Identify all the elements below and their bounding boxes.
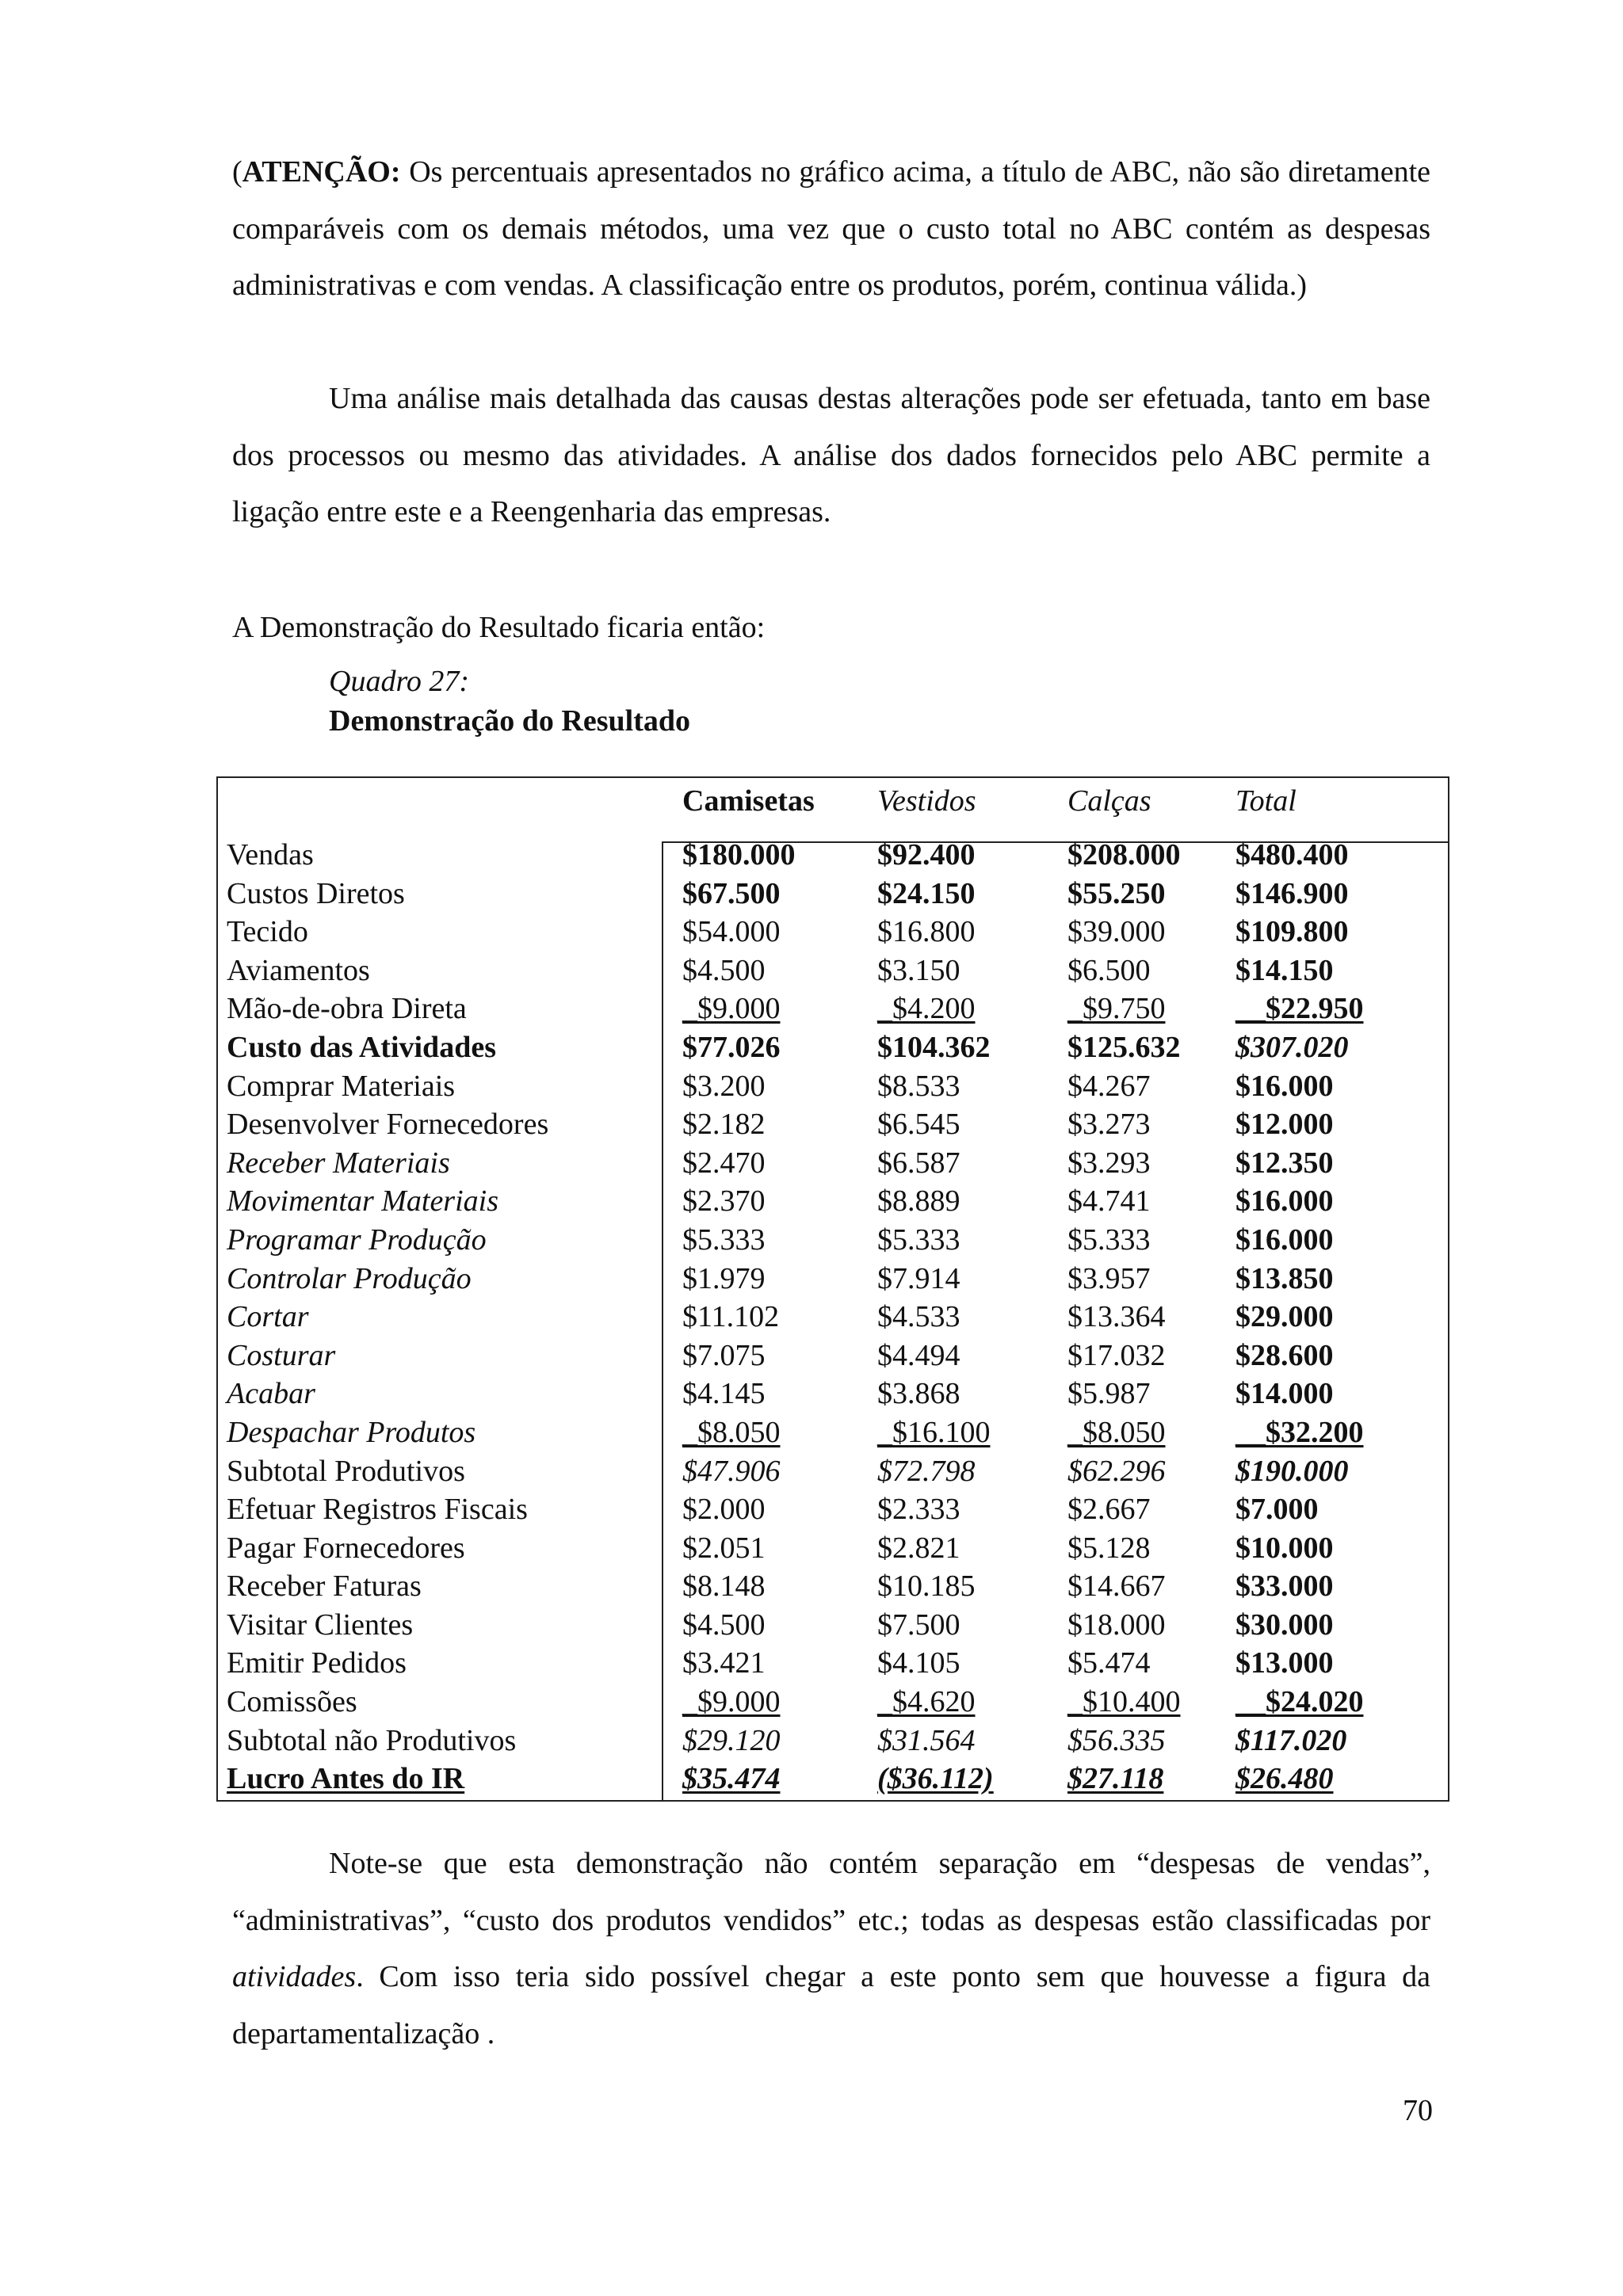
cell-camisetas: _$8.050 — [682, 1415, 781, 1449]
cell-calcas: $125.632 — [1067, 1030, 1181, 1064]
table-row — [0, 1105, 1623, 1144]
cell-calcas: $62.296 — [1067, 1454, 1166, 1488]
table-row — [0, 1722, 1623, 1760]
row-label: Controlar Produção — [227, 1261, 472, 1295]
note-paragraph — [232, 1836, 1430, 2062]
cell-calcas: $27.118 — [1067, 1762, 1164, 1796]
table-row — [0, 1298, 1623, 1337]
cell-vestidos: _$4.620 — [877, 1685, 976, 1719]
row-label: Receber Materiais — [227, 1146, 450, 1180]
cell-vestidos: $2.821 — [877, 1531, 960, 1565]
cell-camisetas: $54.000 — [682, 915, 781, 949]
cell-total: $14.150 — [1235, 953, 1334, 987]
attention-text: Os percentuais apresentados no gráfico acima, a título de ABC, não são diretamente comparáveis com os demais métodos, uma vez que o custo total no ABC contém as despesas administrativas e com vendas. A classificação entre os produtos, porém, continua válida.) — [232, 155, 1430, 302]
row-label: Subtotal não Produtivos — [227, 1723, 517, 1757]
cell-vestidos: $2.333 — [877, 1493, 960, 1527]
cell-camisetas: $47.906 — [682, 1454, 781, 1488]
cell-calcas: _$10.400 — [1067, 1685, 1181, 1719]
analysis-paragraph: Uma análise mais detalhada das causas destas alterações pode ser efetuada, tanto em base dos processos ou mesmo das atividades. A análise dos dados fornecidos pelo ABC permite a ligação entre este e a Reengenharia das empresas. — [232, 382, 1430, 528]
cell-total: __$32.200 — [1235, 1415, 1364, 1449]
table-row — [0, 1337, 1623, 1375]
table-row — [0, 1067, 1623, 1106]
cell-vestidos: $16.800 — [877, 915, 976, 949]
cell-vestidos: $6.545 — [877, 1108, 960, 1142]
row-label: Comprar Materiais — [227, 1069, 456, 1103]
row-label: Costurar — [227, 1338, 336, 1372]
row-label: Aviamentos — [227, 953, 370, 987]
cell-calcas: $6.500 — [1067, 953, 1151, 987]
table-row — [0, 1221, 1623, 1260]
table-row — [0, 913, 1623, 952]
quadro-title: Demonstração do Resultado — [329, 704, 690, 738]
cell-camisetas: $4.500 — [682, 1608, 766, 1642]
cell-camisetas: $7.075 — [682, 1338, 766, 1372]
table-row — [0, 1413, 1623, 1452]
cell-calcas: $18.000 — [1067, 1608, 1166, 1642]
cell-total: $16.000 — [1235, 1069, 1334, 1103]
cell-vestidos: $104.362 — [877, 1030, 991, 1064]
cell-vestidos: $5.333 — [877, 1222, 960, 1257]
row-label: Emitir Pedidos — [227, 1646, 407, 1680]
header-vestidos: Vestidos — [877, 784, 976, 818]
table-row — [0, 875, 1623, 913]
header-total: Total — [1235, 784, 1296, 818]
note-text-before: Note-se que esta demonstração não contém separação em “despesas de vendas”, “administrativas”, “custo dos produtos vendidos” etc.; todas as despesas estão classificadas por — [232, 1847, 1430, 1937]
cell-vestidos: $4.105 — [877, 1646, 960, 1680]
row-label: Visitar Clientes — [227, 1608, 414, 1642]
attention-paragraph: (ATENÇÃO: Os percentuais apresentados no gráfico acima, a título de ABC, não são diretamente comparáveis com os demais métodos, uma vez que o custo total no ABC contém as despesas administrativas e com vendas. A classificação entre os produtos, porém, continua válida.) — [232, 155, 1430, 302]
cell-calcas: $13.364 — [1067, 1300, 1166, 1334]
cell-vestidos: $31.564 — [877, 1723, 976, 1757]
cell-total: $10.000 — [1235, 1531, 1334, 1565]
row-label: Tecido — [227, 915, 308, 949]
cell-vestidos: _$16.100 — [877, 1415, 991, 1449]
table-row — [0, 1182, 1623, 1221]
cell-calcas: $39.000 — [1067, 915, 1166, 949]
cell-vestidos: $24.150 — [877, 876, 976, 910]
table-row — [0, 1144, 1623, 1183]
row-label: Subtotal Produtivos — [227, 1454, 465, 1488]
row-label: Movimentar Materiais — [227, 1184, 499, 1219]
table-body — [0, 836, 1623, 1798]
table-row — [0, 1760, 1623, 1798]
cell-vestidos: $3.150 — [877, 953, 960, 987]
cell-total: $26.480 — [1235, 1762, 1334, 1796]
table-row — [0, 1644, 1623, 1683]
cell-total: $307.020 — [1235, 1030, 1349, 1064]
table-row — [0, 1606, 1623, 1645]
row-label: Comissões — [227, 1685, 357, 1719]
cell-total: $30.000 — [1235, 1608, 1334, 1642]
note-italic: atividades — [232, 1960, 357, 1993]
cell-camisetas: $2.051 — [682, 1531, 766, 1565]
row-label: Lucro Antes do IR — [227, 1762, 465, 1796]
cell-vestidos: $4.533 — [877, 1300, 960, 1334]
page-number: 70 — [1403, 2094, 1433, 2127]
cell-camisetas: $5.333 — [682, 1222, 766, 1257]
cell-camisetas: $8.148 — [682, 1569, 766, 1604]
intro-line: A Demonstração do Resultado ficaria então: — [232, 611, 766, 644]
cell-total: $146.900 — [1235, 876, 1349, 910]
cell-total: $109.800 — [1235, 915, 1349, 949]
cell-total: __$22.950 — [1235, 992, 1364, 1026]
cell-calcas: $208.000 — [1067, 838, 1181, 871]
cell-total: $33.000 — [1235, 1569, 1334, 1604]
cell-vestidos: ($36.112) — [877, 1762, 994, 1796]
cell-total: $16.000 — [1235, 1184, 1334, 1219]
row-label: Programar Produção — [227, 1222, 487, 1257]
row-label: Despachar Produtos — [227, 1415, 476, 1449]
cell-calcas: $17.032 — [1067, 1338, 1166, 1372]
row-label: Mão-de-obra Direta — [227, 992, 467, 1026]
cell-vestidos: $4.494 — [877, 1338, 960, 1372]
cell-total: $13.850 — [1235, 1261, 1334, 1295]
table-row — [0, 1375, 1623, 1413]
cell-vestidos: $10.185 — [877, 1569, 976, 1604]
cell-calcas: $4.741 — [1067, 1184, 1151, 1219]
cell-vestidos: $8.889 — [877, 1184, 960, 1219]
note-text-after: . Com isso teria sido possível chegar a este ponto sem que houvesse a figura da departamentalização . — [232, 1960, 1430, 2050]
row-label: Custo das Atividades — [227, 1030, 496, 1064]
cell-vestidos: $7.914 — [877, 1261, 960, 1295]
cell-camisetas: $180.000 — [682, 838, 796, 871]
cell-camisetas: $29.120 — [682, 1723, 781, 1757]
header-camisetas: Camisetas — [682, 784, 815, 818]
table-row — [0, 990, 1623, 1028]
row-label: Acabar — [227, 1377, 315, 1411]
cell-total: $16.000 — [1235, 1222, 1334, 1257]
row-label: Vendas — [227, 838, 314, 871]
cell-vestidos: $7.500 — [877, 1608, 960, 1642]
quadro-label: Quadro 27: — [329, 665, 469, 698]
cell-vestidos: $6.587 — [877, 1146, 960, 1180]
cell-camisetas: $3.200 — [682, 1069, 766, 1103]
table-row — [0, 1567, 1623, 1606]
header-calcas: Calças — [1067, 784, 1151, 818]
row-label: Cortar — [227, 1300, 309, 1334]
cell-vestidos: _$4.200 — [877, 992, 976, 1026]
cell-vestidos: $8.533 — [877, 1069, 960, 1103]
cell-total: $28.600 — [1235, 1338, 1334, 1372]
cell-camisetas: $4.500 — [682, 953, 766, 987]
cell-total: $117.020 — [1235, 1723, 1347, 1757]
cell-calcas: $56.335 — [1067, 1723, 1166, 1757]
cell-total: $13.000 — [1235, 1646, 1334, 1680]
row-label: Receber Faturas — [227, 1569, 422, 1604]
cell-camisetas: $2.182 — [682, 1108, 766, 1142]
cell-total: $14.000 — [1235, 1377, 1334, 1411]
cell-camisetas: _$9.000 — [682, 992, 781, 1026]
cell-calcas: $4.267 — [1067, 1069, 1151, 1103]
cell-calcas: $14.667 — [1067, 1569, 1166, 1604]
row-label: Pagar Fornecedores — [227, 1531, 465, 1565]
cell-camisetas: $35.474 — [682, 1762, 781, 1796]
cell-camisetas: _$9.000 — [682, 1685, 781, 1719]
table-row — [0, 1490, 1623, 1529]
cell-calcas: $3.293 — [1067, 1146, 1151, 1180]
cell-camisetas: $11.102 — [682, 1300, 780, 1334]
cell-camisetas: $2.370 — [682, 1184, 766, 1219]
cell-calcas: $5.474 — [1067, 1646, 1151, 1680]
attention-lead: ATENÇÃO: — [242, 155, 401, 189]
cell-camisetas: $3.421 — [682, 1646, 766, 1680]
cell-total: $12.350 — [1235, 1146, 1334, 1180]
cell-total: __$24.020 — [1235, 1685, 1364, 1719]
table-row — [0, 836, 1623, 875]
table-row — [0, 1452, 1623, 1491]
cell-total: $190.000 — [1235, 1454, 1349, 1488]
cell-total: $29.000 — [1235, 1300, 1334, 1334]
cell-camisetas: $77.026 — [682, 1030, 781, 1064]
cell-total: $7.000 — [1235, 1493, 1319, 1527]
cell-total: $12.000 — [1235, 1108, 1334, 1142]
cell-calcas: $5.333 — [1067, 1222, 1151, 1257]
cell-camisetas: $1.979 — [682, 1261, 766, 1295]
cell-calcas: $5.987 — [1067, 1377, 1151, 1411]
cell-calcas: $55.250 — [1067, 876, 1166, 910]
cell-camisetas: $2.470 — [682, 1146, 766, 1180]
cell-calcas: $3.273 — [1067, 1108, 1151, 1142]
table-row — [0, 1529, 1623, 1568]
cell-camisetas: $2.000 — [682, 1493, 766, 1527]
cell-vestidos: $92.400 — [877, 838, 976, 871]
cell-calcas: _$8.050 — [1067, 1415, 1166, 1449]
table-row — [0, 1028, 1623, 1067]
cell-vestidos: $72.798 — [877, 1454, 976, 1488]
cell-total: $480.400 — [1235, 838, 1349, 871]
row-label: Desenvolver Fornecedores — [227, 1108, 549, 1142]
cell-calcas: $5.128 — [1067, 1531, 1151, 1565]
row-label: Custos Diretos — [227, 876, 405, 910]
cell-camisetas: $4.145 — [682, 1377, 766, 1411]
table-row — [0, 1260, 1623, 1299]
table-row — [0, 952, 1623, 990]
row-label: Efetuar Registros Fiscais — [227, 1493, 528, 1527]
cell-calcas: _$9.750 — [1067, 992, 1166, 1026]
cell-calcas: $2.667 — [1067, 1493, 1151, 1527]
cell-vestidos: $3.868 — [877, 1377, 960, 1411]
table-row — [0, 1683, 1623, 1722]
cell-calcas: $3.957 — [1067, 1261, 1151, 1295]
cell-camisetas: $67.500 — [682, 876, 781, 910]
